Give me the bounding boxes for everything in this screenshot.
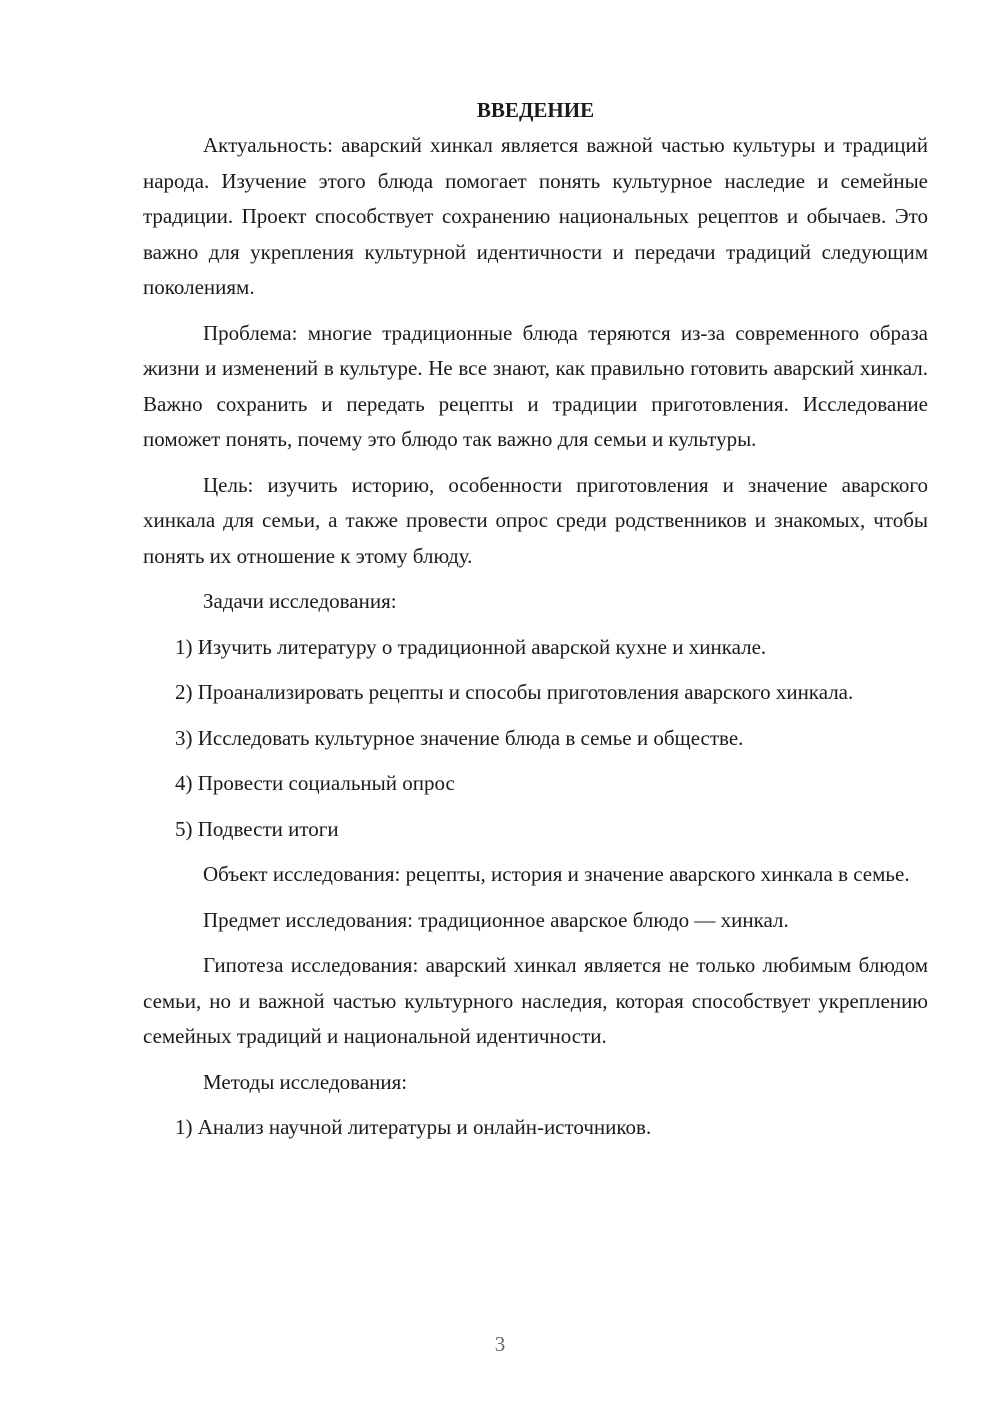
page-number: 3 bbox=[494, 1332, 506, 1356]
task-item-5: 5) Подвести итоги bbox=[175, 816, 339, 841]
task-item-1: 1) Изучить литературу о традиционной аварской кухне и хинкале. bbox=[175, 634, 767, 659]
task-item-3: 3) Исследовать культурное значение блюда в семье и обществе. bbox=[175, 725, 744, 750]
tasks-title: Задачи исследования: bbox=[203, 589, 397, 613]
task-item-2: 2) Проанализировать рецепты и способы приготовления аварского хинкала. bbox=[175, 680, 854, 704]
section-heading: ВВЕДЕНИЕ bbox=[476, 98, 595, 122]
hypothesis-paragraph: Гипотеза исследования: аварский хинкал является не только любимым блюдом семьи, но и важной частью культурного наследия, которая способствует укреплению семейных традиций и национальной идентичности. bbox=[143, 953, 928, 1048]
subject-paragraph: Предмет исследования: традиционное аварское блюдо — хинкал. bbox=[203, 907, 789, 932]
method-item-1: 1) Анализ научной литературы и онлайн-источников. bbox=[175, 1115, 652, 1139]
task-item-4: 4) Провести социальный опрос bbox=[175, 771, 455, 795]
object-paragraph: Объект исследования: рецепты, история и значение аварского хинкала в семье. bbox=[203, 862, 910, 886]
document-page bbox=[143, 92, 928, 1146]
problem-paragraph: Проблема: многие традиционные блюда теряются из-за современного образа жизни и изменений в культуре. Не все знают, как правильно готовить аварский хинкал. Важно сохранить и передать рецепты и традиции приготовления. Исследование поможет понять, почему это блюдо так важно для семьи и культуры. bbox=[143, 320, 928, 451]
methods-title: Методы исследования: bbox=[203, 1069, 408, 1094]
goal-paragraph: Цель: изучить историю, особенности приготовления и значение аварского хинкала для семьи, а также провести опрос среди родственников и знакомых, чтобы понять их отношение к этому блюду. bbox=[143, 472, 928, 568]
relevance-paragraph: Актуальность: аварский хинкал является важной частью культуры и традиций народа. Изучение этого блюда помогает понять культурное наследие и семейные традиции. Проект способствует сохранению национальных рецептов и обычаев. Это важно для укрепления культурной идентичности и передачи традиций следующим поколениям. bbox=[143, 133, 928, 299]
